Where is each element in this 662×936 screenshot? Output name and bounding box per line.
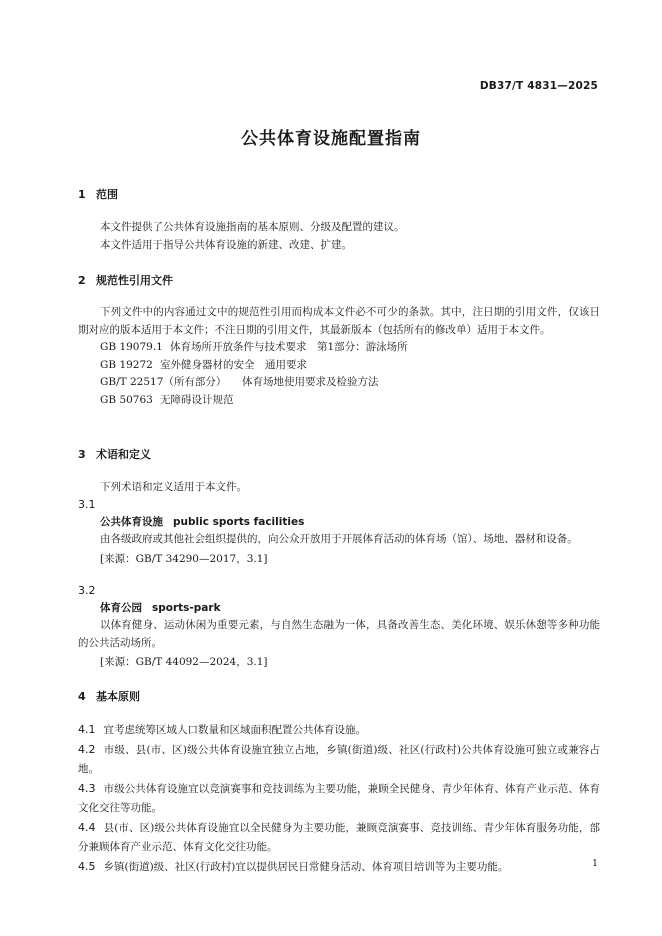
principle-number: 4.1 <box>78 723 96 736</box>
term-source: [来源：GB/T 44092—2024，3.1] <box>100 656 268 668</box>
term-entry-3-2 <box>78 584 600 669</box>
section-4-heading <box>78 688 600 704</box>
principle-item <box>78 818 600 857</box>
principle-item <box>78 740 600 779</box>
principle-item <box>78 779 600 818</box>
section-title: 规范性引用文件 <box>96 274 173 287</box>
reference-code: GB 50763 <box>100 393 153 406</box>
term-en: public sports facilities <box>173 516 305 528</box>
reference-item <box>78 357 600 375</box>
principle-text: 市级、县(市、区)级公共体育设施宜独立占地，乡镇(街道)级、社区(行政村)公共体育设施可独立或兼容占地。 <box>78 744 600 775</box>
section-2-body <box>78 304 600 409</box>
principle-text: 县(市、区)级公共体育设施宜以全民健身为主要功能，兼顾竞演赛事、竞技训练、青少年体育服务功能，部分兼顾体育产业示范、体育文化交往功能。 <box>78 822 600 853</box>
paragraph: 本文件提供了公共体育设施指南的基本原则、分级及配置的建议。 <box>100 221 405 233</box>
term-number: 3.1 <box>78 498 96 511</box>
term-name <box>78 600 600 615</box>
reference-code: GB 19272 <box>100 358 153 371</box>
term-entry-3-1 <box>78 498 600 566</box>
term-name <box>78 514 600 529</box>
section-number: 1 <box>78 188 86 201</box>
reference-name: 室外健身器材的安全 通用要求 <box>160 358 307 371</box>
term-number: 3.2 <box>78 584 96 597</box>
section-4-body <box>78 720 600 877</box>
term-definition: 以体育健身、运动休闲为重要元素，与自然生态融为一体，具备改善生态、美化环境、娱乐休憩等多种功能的公共活动场所。 <box>78 619 600 649</box>
section-1-body <box>78 219 600 254</box>
principle-text: 乡镇(街道)级、社区(行政村)宜以提供居民日常健身活动、体育项目培训等为主要功能。 <box>103 861 509 873</box>
principle-number: 4.3 <box>78 782 96 795</box>
section-number: 3 <box>78 448 86 461</box>
principle-number: 4.4 <box>78 821 96 834</box>
section-1-heading <box>78 186 600 202</box>
term-zh: 体育公园 <box>100 602 142 614</box>
document-title: 公共体育设施配置指南 <box>241 129 421 149</box>
page-number: 1 <box>591 858 598 869</box>
section-title: 范围 <box>96 188 118 201</box>
paragraph: 下列文件中的内容通过文中的规范性引用而构成本文件必不可少的条款。其中，注日期的引用文件，仅该日期对应的版本适用于本文件；不注日期的引用文件，其最新版本（包括所有的修改单）适用于本文件。 <box>78 306 600 336</box>
reference-name: 无障碍设计规范 <box>160 393 234 406</box>
reference-item <box>78 392 600 410</box>
reference-item <box>78 374 600 392</box>
section-2-heading <box>78 272 600 288</box>
paragraph: 下列术语和定义适用于本文件。 <box>100 481 247 493</box>
term-en: sports-park <box>152 602 221 614</box>
principle-item <box>78 720 600 740</box>
section-number: 2 <box>78 274 86 287</box>
principle-number: 4.2 <box>78 743 96 756</box>
term-definition: 由各级政府或其他社会组织提供的，向公众开放用于开展体育活动的体育场（馆）、场地、器材和设备。 <box>100 533 578 545</box>
principle-number: 4.5 <box>78 860 96 873</box>
principle-text: 市级公共体育设施宜以竞演赛事和竞技训练为主要功能，兼顾全民健身、青少年体育、体育产业示范、体育文化交往等功能。 <box>78 783 600 814</box>
section-3-body <box>78 479 600 497</box>
principle-item <box>78 857 600 877</box>
principle-text: 宜考虑统筹区域人口数量和区域面积配置公共体育设施。 <box>103 724 366 736</box>
section-number: 4 <box>78 690 86 703</box>
paragraph: 本文件适用于指导公共体育设施的新建、改建、扩建。 <box>100 238 352 251</box>
term-source: [来源：GB/T 34290—2017，3.1] <box>100 552 268 565</box>
reference-name: 体育场所开放条件与技术要求 第1部分：游泳场所 <box>170 341 408 353</box>
section-title: 基本原则 <box>96 690 140 703</box>
reference-item <box>78 339 600 357</box>
reference-code: GB 19079.1 <box>100 341 163 353</box>
standard-code: DB37/T 4831—2025 <box>479 80 598 92</box>
section-title: 术语和定义 <box>96 448 151 461</box>
reference-name: 体育场地使用要求及检验方法 <box>242 376 379 388</box>
reference-code: GB/T 22517（所有部分） <box>100 376 227 388</box>
term-zh: 公共体育设施 <box>100 516 163 528</box>
section-3-heading <box>78 446 600 462</box>
